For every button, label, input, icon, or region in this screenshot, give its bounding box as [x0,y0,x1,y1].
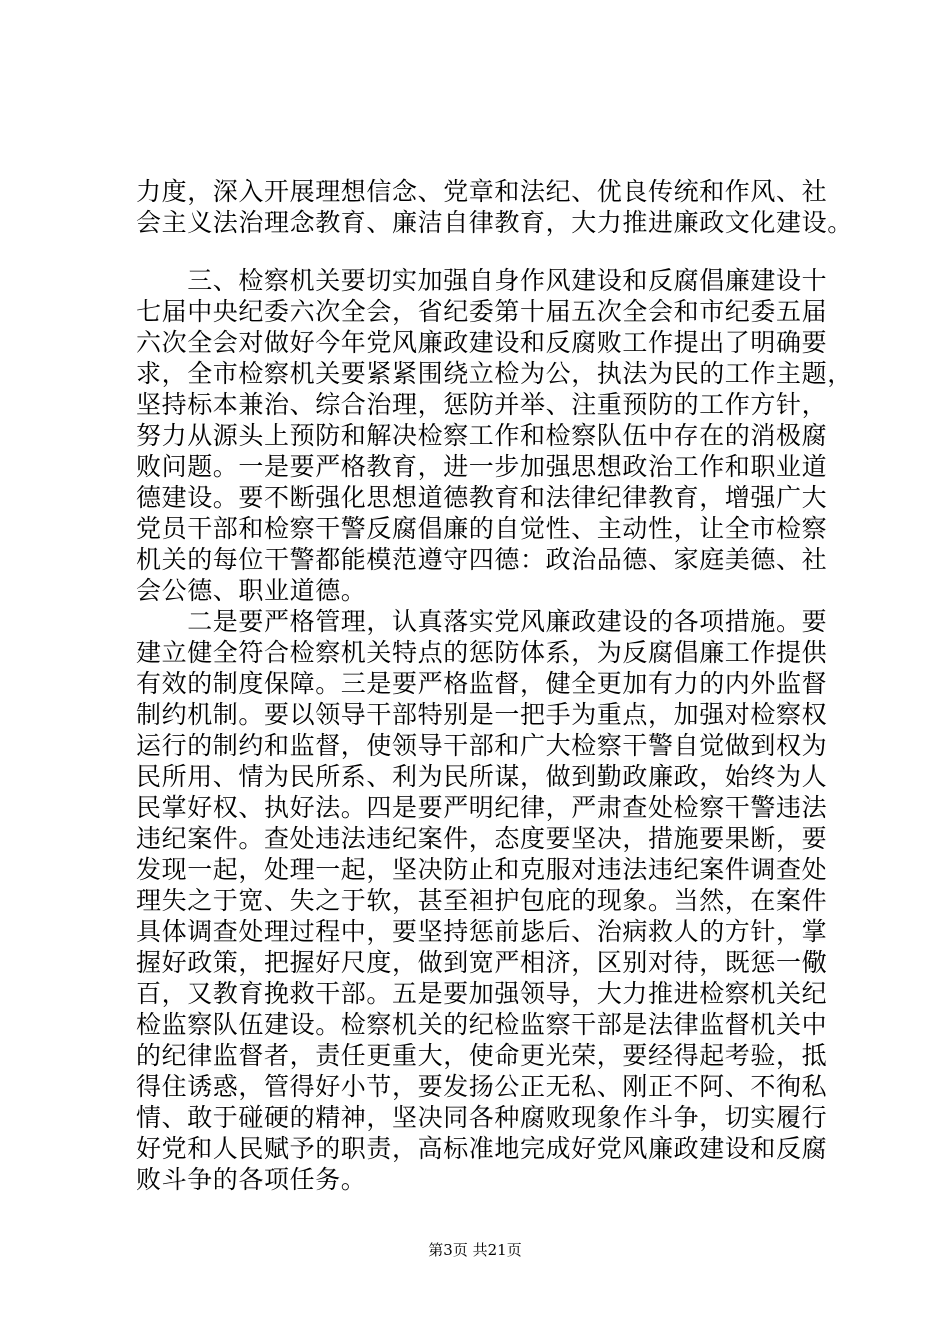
text-line: 败问题。一是要严格教育，进一步加强思想政治工作和职业道 [136,452,828,481]
text-line: 违纪案件。查处违法违纪案件，态度要坚决，措施要果断，要 [136,824,828,853]
text-line: 会主义法治理念教育、廉洁自律教育，大力推进廉政文化建设。 [136,208,853,237]
text-line: 机关的每位干警都能模范遵守四德：政治品德、家庭美德、社 [136,545,828,574]
text-line: 情、敢于碰硬的精神，坚决同各种腐败现象作斗争，切实履行 [136,1103,828,1132]
text-line: 党员干部和检察干警反腐倡廉的自觉性、主动性，让全市检察 [136,514,828,543]
text-line: 有效的制度保障。三是要严格监督，健全更加有力的内外监督 [136,669,828,698]
text-line: 会公德、职业道德。 [136,576,367,605]
text-line: 好党和人民赋予的职责，高标准地完成好党风廉政建设和反腐 [136,1134,828,1163]
text-line: 二是要严格管理，认真落实党风廉政建设的各项措施。要 [136,607,828,636]
text-line: 民掌好权、执好法。四是要严明纪律，严肃查处检察干警违法 [136,793,828,822]
text-line: 具体调查处理过程中，要坚持惩前毖后、治病救人的方针，掌 [136,917,828,946]
text-line: 坚持标本兼治、综合治理，惩防并举、注重预防的工作方针， [136,390,828,419]
text-line: 六次全会对做好今年党风廉政建设和反腐败工作提出了明确要 [136,328,828,357]
text-line: 握好政策，把握好尺度，做到宽严相济，区别对待，既惩一儆 [136,948,828,977]
text-line: 德建设。要不断强化思想道德教育和法律纪律教育，增强广大 [136,483,828,512]
text-line: 努力从源头上预防和解决检察工作和检察队伍中存在的消极腐 [136,421,828,450]
text-line: 运行的制约和监督，使领导干部和广大检察干警自觉做到权为 [136,731,828,760]
text-line: 败斗争的各项任务。 [136,1165,367,1194]
text-line: 建立健全符合检察机关特点的惩防体系，为反腐倡廉工作提供 [136,638,828,667]
text-line: 发现一起，处理一起，坚决防止和克服对违法违纪案件调查处 [136,855,828,884]
text-line: 制约机制。要以领导干部特别是一把手为重点，加强对检察权 [136,700,828,729]
text-line: 理失之于宽、失之于软，甚至袒护包庇的现象。当然，在案件 [136,886,828,915]
page-number-footer: 第3页 共21页 [428,1241,522,1259]
text-line: 百，又教育挽救干部。五是要加强领导，大力推进检察机关纪 [136,979,828,1008]
text-line: 的纪律监督者，责任更重大，使命更光荣，要经得起考验，抵 [136,1041,828,1070]
text-line: 得住诱惑，管得好小节，要发扬公正无私、刚正不阿、不徇私 [136,1072,828,1101]
text-line: 三、检察机关要切实加强自身作风建设和反腐倡廉建设十 [136,266,828,295]
text-line: 民所用、情为民所系、利为民所谋，做到勤政廉政，始终为人 [136,762,828,791]
text-line: 求，全市检察机关要紧紧围绕立检为公，执法为民的工作主题， [136,359,853,388]
text-line: 七届中央纪委六次全会，省纪委第十届五次全会和市纪委五届 [136,297,828,326]
text-line: 力度，深入开展理想信念、党章和法纪、优良传统和作风、社 [136,177,828,206]
text-line: 检监察队伍建设。检察机关的纪检监察干部是法律监督机关中 [136,1010,828,1039]
